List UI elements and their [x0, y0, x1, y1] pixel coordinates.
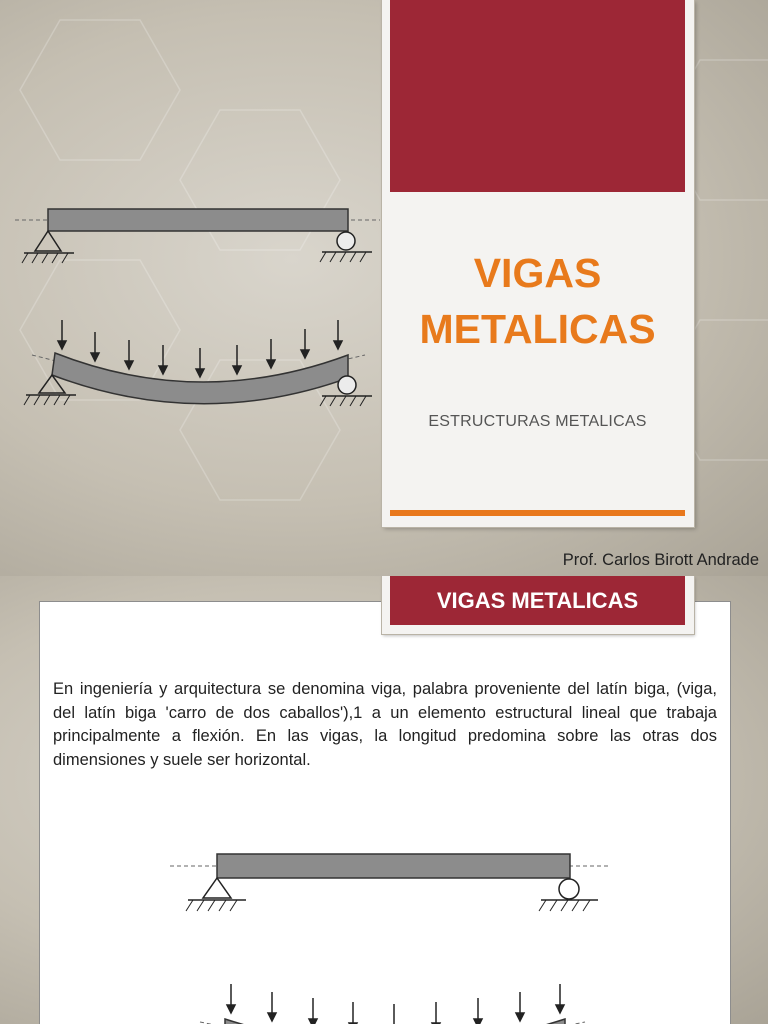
slide-title-line-2: METALICAS	[419, 306, 656, 352]
title-card	[382, 0, 694, 527]
deflected-beam	[24, 320, 372, 406]
content-slide	[0, 576, 768, 1024]
straight-beam	[15, 209, 380, 263]
orange-accent-bar	[390, 510, 685, 516]
deflected-beam	[200, 984, 585, 1024]
slide-subtitle: ESTRUCTURAS METALICAS	[428, 413, 647, 430]
author-credit: Prof. Carlos Birott Andrade	[562, 551, 759, 569]
slide-header-card	[382, 576, 694, 634]
title-red-block	[390, 0, 685, 192]
straight-beam	[170, 854, 610, 911]
beam-diagram-small	[10, 195, 380, 420]
slide-title	[390, 245, 685, 357]
beam-diagram-large	[170, 842, 610, 1024]
slide-title-line-1: VIGAS	[473, 250, 602, 296]
content-card	[39, 601, 731, 1024]
definition-paragraph: En ingeniería y arquitectura se denomina viga, palabra proveniente del latín biga, (viga, del latín biga 'carro de dos caballos'),1 a un elemento estructural lineal que trabaja principalmente a flexión. En las vigas, la longitud predomina sobre las otras dos dimensiones y suele ser horizontal.	[53, 680, 717, 769]
slide-header-title: VIGAS METALICAS	[390, 576, 685, 625]
